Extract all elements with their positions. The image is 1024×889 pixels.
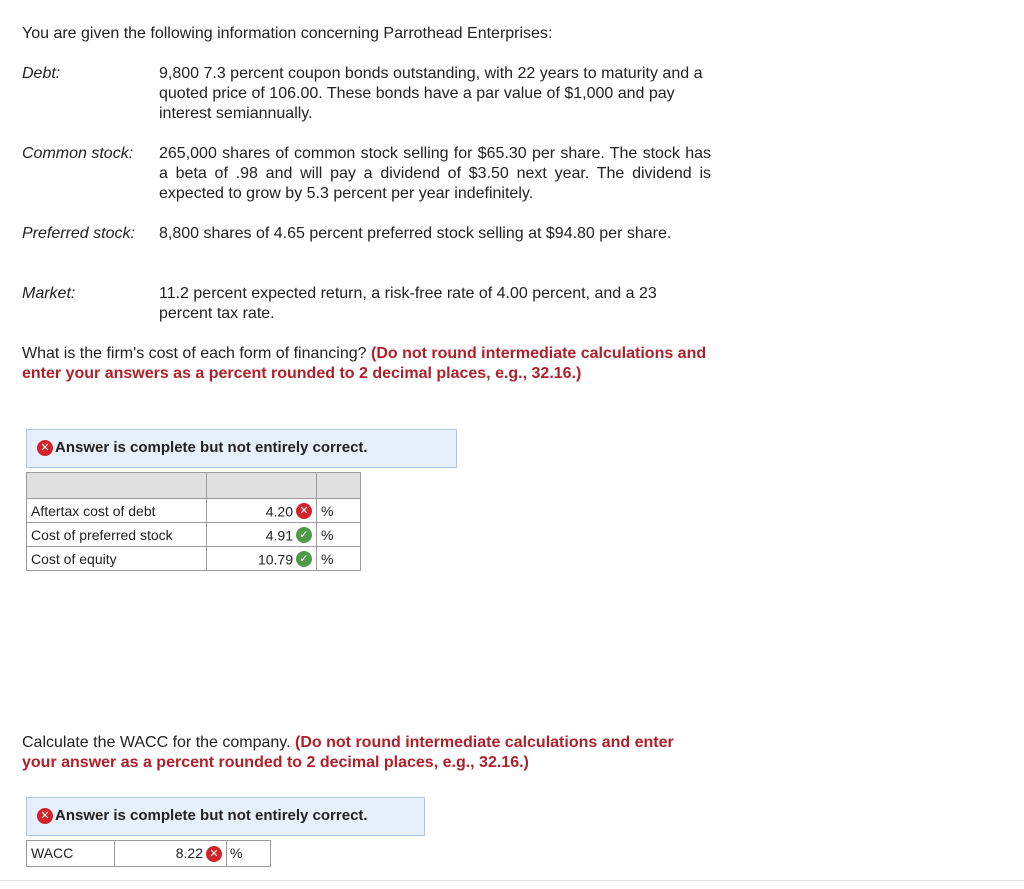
market-text: 11.2 percent expected return, a risk-free rate of 4.00 percent, and a 23 percent tax rate. bbox=[159, 285, 657, 322]
question-2 bbox=[22, 733, 712, 773]
debt-label: Debt: bbox=[22, 65, 61, 82]
cost-of-equity-input[interactable] bbox=[207, 547, 317, 571]
check-circle-icon: ✓ bbox=[296, 551, 312, 567]
table-row bbox=[27, 523, 361, 547]
intro-text: You are given the following information concerning Parrothead Enterprises: bbox=[22, 25, 553, 42]
answer-status-banner-1 bbox=[26, 429, 457, 468]
x-circle-icon: ✕ bbox=[296, 503, 312, 519]
percent-unit: % bbox=[317, 523, 361, 547]
aftertax-cost-of-debt-input[interactable] bbox=[207, 499, 317, 523]
percent-unit: % bbox=[226, 840, 271, 867]
preferred-stock-text: 8,800 shares of 4.65 percent preferred stock selling at $94.80 per share. bbox=[159, 225, 672, 242]
wacc-row bbox=[26, 840, 271, 867]
question-1-text: What is the firm's cost of each form of financing? bbox=[22, 345, 367, 362]
table-row bbox=[27, 499, 361, 523]
question-2-text: Calculate the WACC for the company. bbox=[22, 734, 291, 751]
cost-of-equity-value: 10.79 bbox=[257, 551, 293, 568]
answers-table bbox=[26, 472, 361, 571]
banner-2-text: Answer is complete but not entirely correct. bbox=[55, 807, 368, 824]
percent-unit: % bbox=[317, 547, 361, 571]
common-stock-label: Common stock: bbox=[22, 145, 134, 162]
banner-1-text: Answer is complete but not entirely correct. bbox=[55, 439, 368, 456]
question-2-instruction: (Do not round intermediate calculations and enter your answer as a percent rounded to 2 decimal places, e.g., 32.16.) bbox=[22, 734, 674, 771]
aftertax-cost-of-debt-value: 4.20 bbox=[265, 503, 293, 520]
answer-status-banner-2 bbox=[26, 797, 425, 836]
cost-of-equity-label: Cost of equity bbox=[27, 547, 207, 571]
cost-of-preferred-stock-value: 4.91 bbox=[265, 527, 293, 544]
preferred-stock-label: Preferred stock: bbox=[22, 225, 135, 242]
question-1 bbox=[22, 344, 712, 384]
market-label: Market: bbox=[22, 285, 76, 302]
table-row bbox=[27, 547, 361, 571]
wacc-input[interactable] bbox=[114, 840, 226, 867]
wacc-value: 8.22 bbox=[175, 845, 203, 861]
wacc-label: WACC bbox=[26, 840, 114, 867]
common-stock-text: 265,000 shares of common stock selling for $65.30 per share. The stock has a beta of .98 and will pay a dividend of $3.50 next year. The dividend is expected to grow by 5.3 percent per year indefinitely. bbox=[159, 145, 711, 202]
x-circle-icon: ✕ bbox=[206, 846, 222, 862]
table-header-row bbox=[27, 473, 361, 499]
cost-of-preferred-stock-label: Cost of preferred stock bbox=[27, 523, 207, 547]
check-circle-icon: ✓ bbox=[296, 527, 312, 543]
debt-text: 9,800 7.3 percent coupon bonds outstanding, with 22 years to maturity and a quoted price of 106.00. These bonds have a par value of $1,000 and pay interest semiannually. bbox=[159, 65, 703, 122]
cost-of-preferred-stock-input[interactable] bbox=[207, 523, 317, 547]
aftertax-cost-of-debt-label: Aftertax cost of debt bbox=[27, 499, 207, 523]
percent-unit: % bbox=[317, 499, 361, 523]
question-1-instruction: (Do not round intermediate calculations and enter your answers as a percent rounded to 2 decimal places, e.g., 32.16.) bbox=[22, 345, 707, 382]
x-circle-icon: ✕ bbox=[37, 440, 53, 456]
x-circle-icon: ✕ bbox=[37, 808, 53, 824]
divider bbox=[0, 880, 1024, 881]
